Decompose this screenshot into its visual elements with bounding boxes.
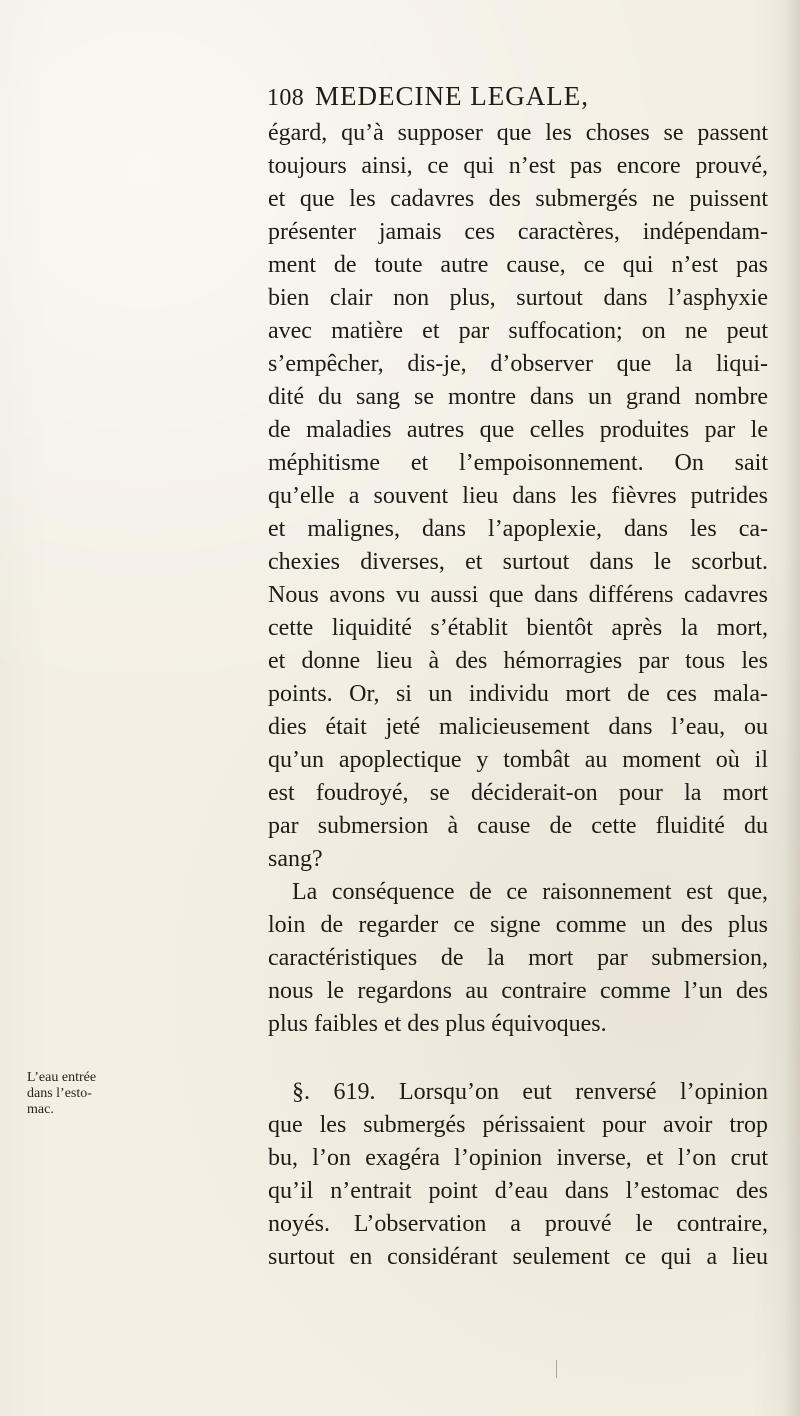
text-line: et donne lieu à des hémorragies par tous les	[268, 648, 768, 674]
text-line: bien clair non plus, surtout dans l’asphyxie	[268, 285, 768, 311]
text-line: nous le regardons au contraire comme l’un des	[268, 978, 768, 1004]
text-line: dies était jeté malicieusement dans l’eau, ou	[268, 714, 768, 740]
print-mark	[556, 1360, 557, 1378]
margin-note	[27, 1070, 145, 1118]
text-line: loin de regarder ce signe comme un des plus	[268, 912, 768, 938]
text-line: points. Or, si un individu mort de ces mala-	[268, 681, 768, 707]
text-line: qu’un apoplectique y tombât au moment où il	[268, 747, 768, 773]
text-line: ment de toute autre cause, ce qui n’est pas	[268, 252, 768, 278]
text-line: s’empêcher, dis-je, d’observer que la liqui-	[268, 351, 768, 377]
running-title: MEDECINE LEGALE,	[315, 81, 589, 111]
text-line: qu’il n’entrait point d’eau dans l’estomac des	[268, 1178, 768, 1204]
text-line: qu’elle a souvent lieu dans les fièvres putrides	[268, 483, 768, 509]
body-text	[268, 117, 768, 1274]
text-line: Nous avons vu aussi que dans différens cadavres	[268, 582, 768, 608]
text-line: caractéristiques de la mort par submersion,	[268, 945, 768, 971]
margin-note-line: L’eau entrée	[27, 1070, 97, 1085]
text-line: que les submergés périssaient pour avoir trop	[268, 1112, 768, 1138]
margin-note-line: mac.	[27, 1102, 54, 1117]
text-line: dité du sang se montre dans un grand nombre	[268, 384, 768, 410]
text-line: cette liquidité s’établit bientôt après la mort,	[268, 615, 768, 641]
section-gap	[268, 1041, 768, 1076]
text-line: noyés. L’observation a prouvé le contraire,	[268, 1211, 768, 1237]
text-line: présenter jamais ces caractères, indépendam-	[268, 219, 768, 245]
text-line: de maladies autres que celles produites par le	[268, 417, 768, 443]
text-line: et que les cadavres des submergés ne puissent	[268, 186, 768, 212]
text-line: plus faibles et des plus équivoques.	[268, 1011, 607, 1037]
page-edge-shadow	[784, 0, 800, 1416]
text-line: sang?	[268, 846, 323, 872]
page-header	[267, 76, 627, 116]
text-line: est foudroyé, se déciderait-on pour la mort	[268, 780, 768, 806]
page-number: 108	[267, 85, 305, 111]
section-line: §. 619. Lorsqu’on eut renversé l’opinion	[292, 1079, 768, 1105]
text-line: chexies diverses, et surtout dans le scorbut.	[268, 549, 768, 575]
text-line: avec matière et par suffocation; on ne peut	[268, 318, 768, 344]
text-line: bu, l’on exagéra l’opinion inverse, et l’on crut	[268, 1145, 768, 1171]
text-line: par submersion à cause de cette fluidité du	[268, 813, 768, 839]
margin-note-line: dans l’esto-	[27, 1086, 92, 1101]
text-line: toujours ainsi, ce qui n’est pas encore prouvé,	[268, 153, 768, 179]
text-line: égard, qu’à supposer que les choses se passent	[268, 120, 768, 146]
text-line: La conséquence de ce raisonnement est que,	[292, 879, 768, 905]
text-line: et malignes, dans l’apoplexie, dans les ca-	[268, 516, 768, 542]
text-line: méphitisme et l’empoisonnement. On sait	[268, 450, 768, 476]
text-line: surtout en considérant seulement ce qui a lieu	[268, 1244, 768, 1270]
